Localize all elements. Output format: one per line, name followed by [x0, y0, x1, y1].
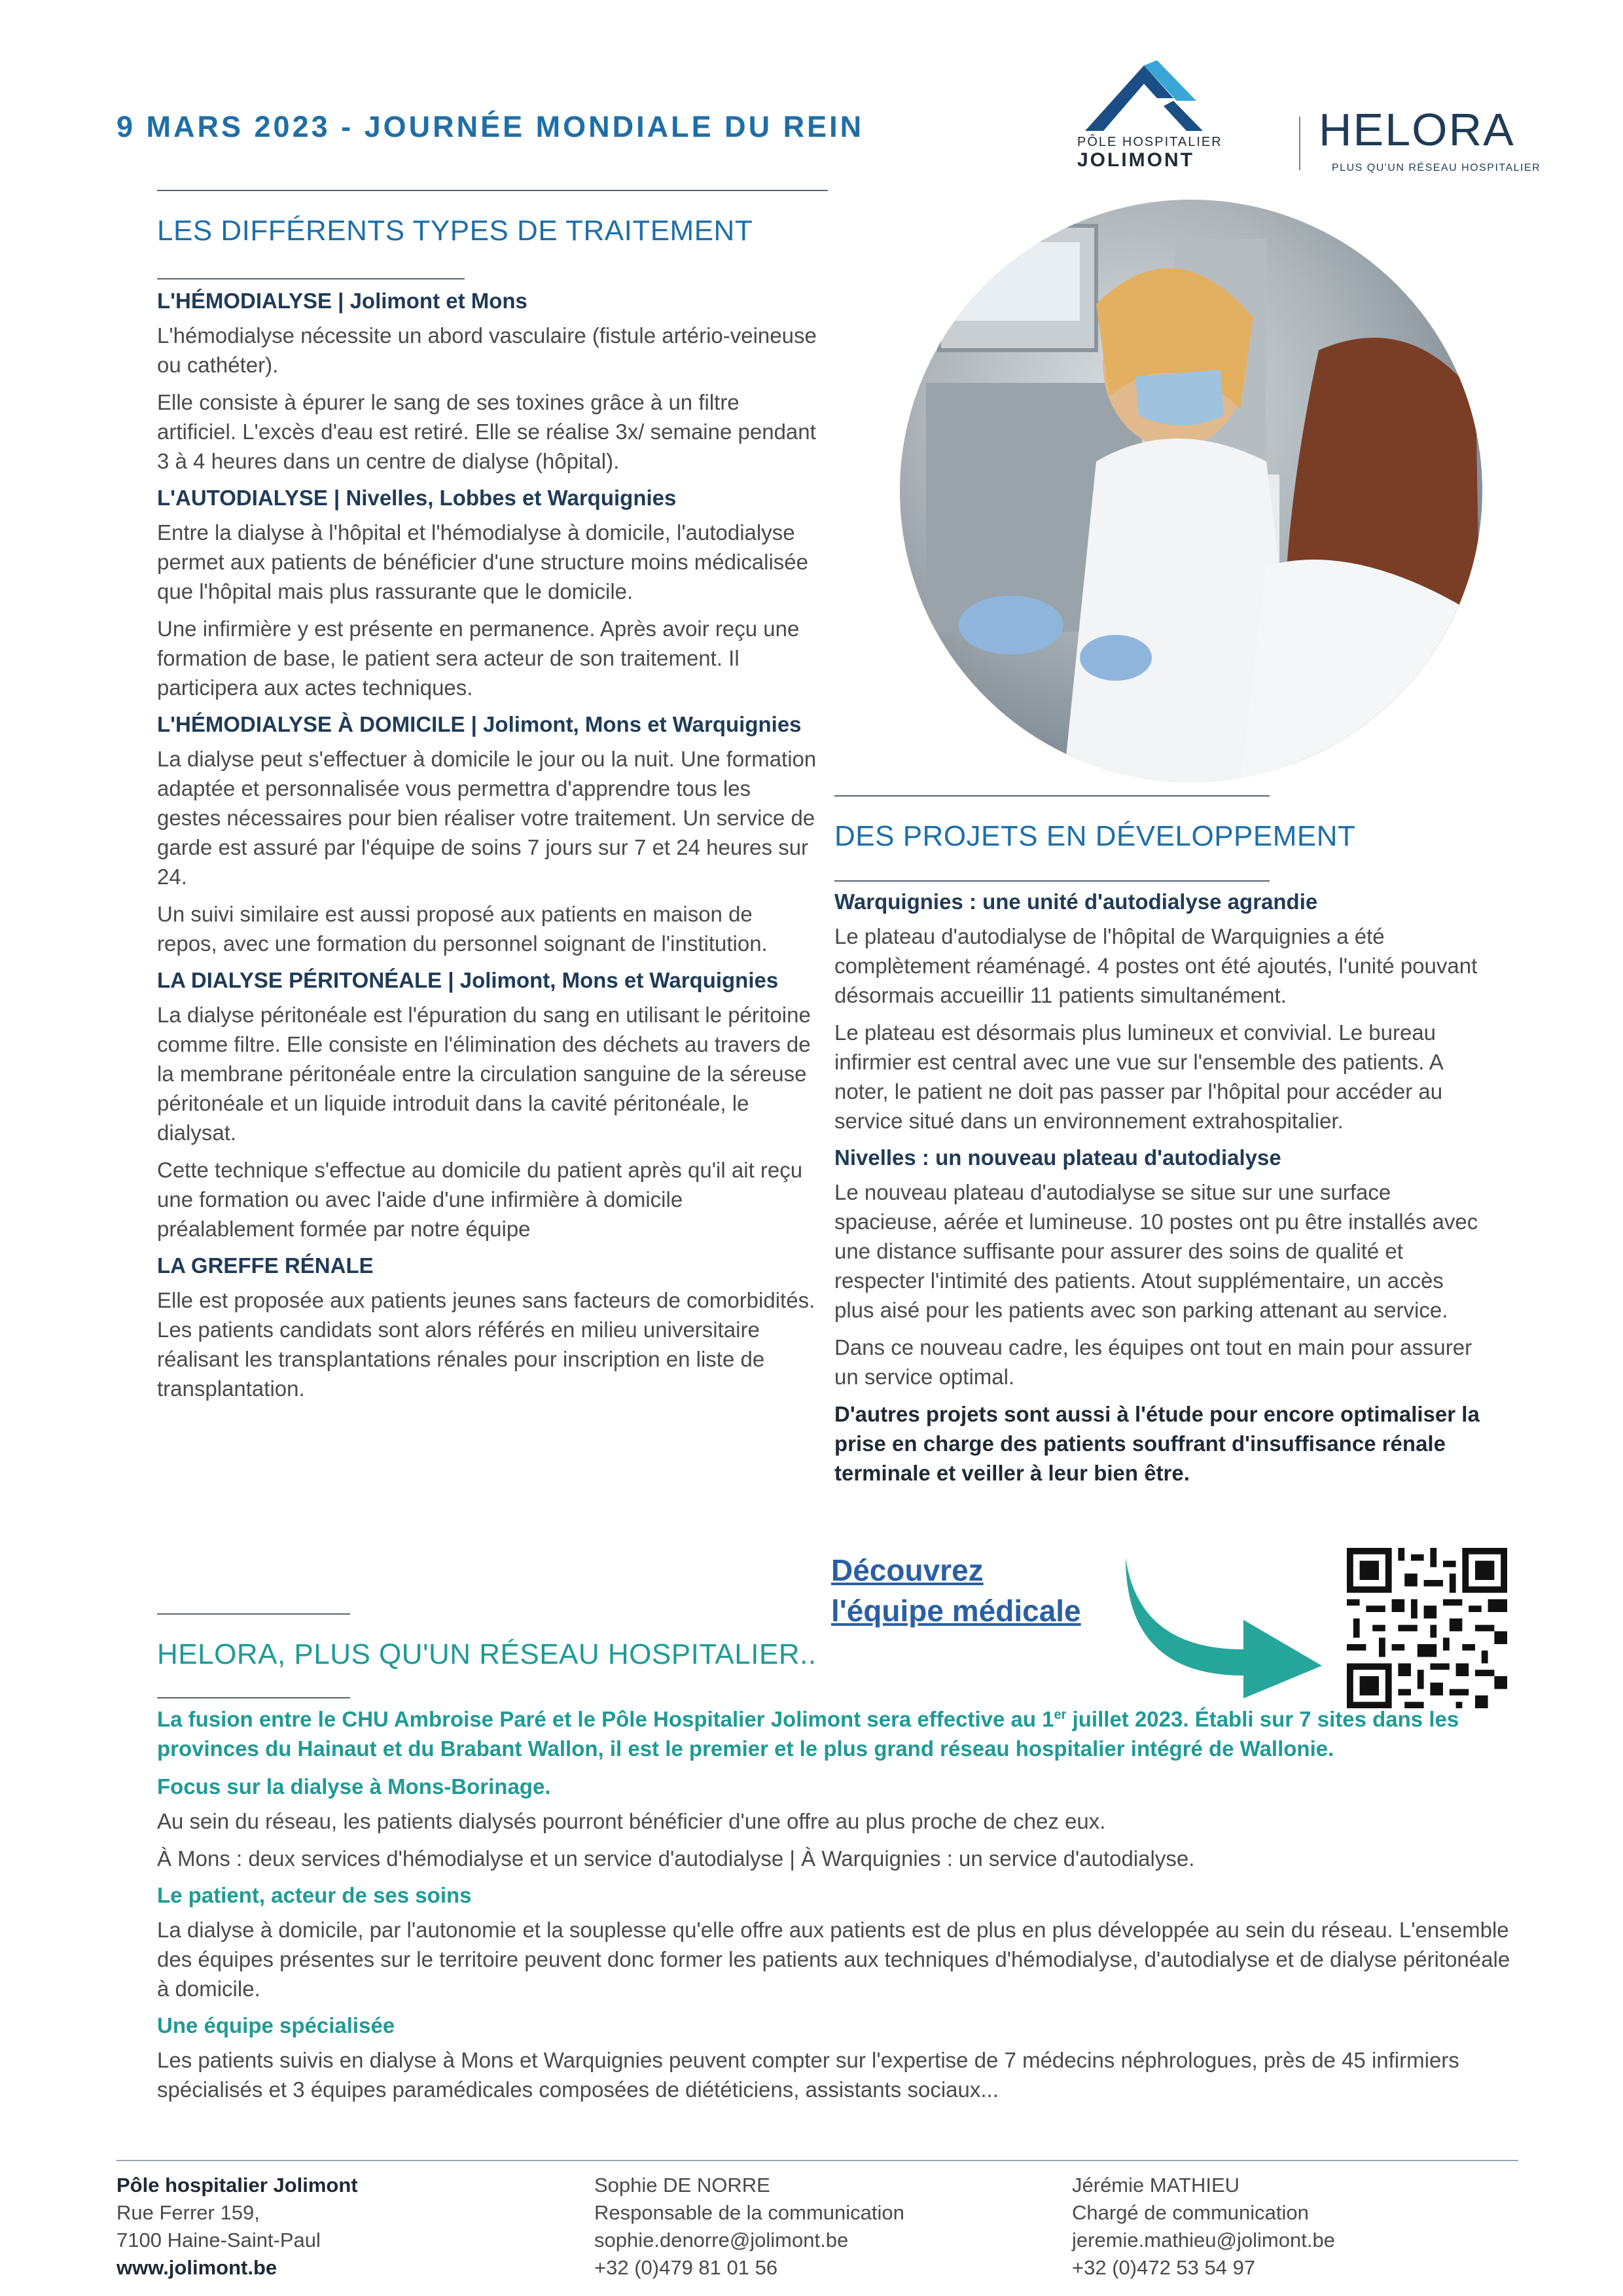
- helora-logo: [1319, 104, 1541, 177]
- footer-col-contact-1: [594, 2172, 904, 2282]
- footer-contact2-phone: +32 (0)472 53 54 97: [1072, 2256, 1256, 2279]
- treatment-column: [157, 287, 818, 1411]
- projects-section-title: DES PROJETS EN DÉVELOPPEMENT: [834, 820, 1356, 852]
- peritoneal-dialysis-heading: LA DIALYSE PÉRITONÉALE | Jolimont, Mons et Warquignies: [157, 968, 779, 992]
- footer-col-organization: [116, 2172, 358, 2282]
- nivelles-heading: Nivelles : un nouveau plateau d'autodialyse: [834, 1145, 1281, 1170]
- autodialysis-text-2: Une infirmière y est présente en permanence. Après avoir reçu une formation de base, le patient sera acteur de son traitement. Il participera aux actes techniques.: [157, 617, 800, 700]
- helora-lead: [157, 1700, 1518, 1763]
- helora-lead-sup: er: [1054, 1708, 1067, 1722]
- helora-title-rule: [157, 1697, 350, 1698]
- peritoneal-dialysis-text-2: Cette technique s'effectue au domicile du patient après qu'il ait reçu une formation ou avec l'aide d'une infirmière à domicile préalablement formée par notre équipe: [157, 1158, 803, 1241]
- patient-actor-heading: Le patient, acteur de ses soins: [157, 1883, 472, 1907]
- photo-illustration: [900, 200, 1482, 782]
- footer-org-street: Rue Ferrer 159,: [116, 2201, 260, 2224]
- jolimont-logo-line1: PÔLE HOSPITALIER: [1077, 135, 1222, 149]
- hemodialysis-text-1: L'hémodialyse nécessite un abord vasculaire (fistule artério-veineuse ou cathéter).: [157, 323, 817, 377]
- footer-org-website-link[interactable]: www.jolimont.be: [116, 2256, 277, 2279]
- helora-lead-b: juillet 2023. Établi sur 7 sites dans les provinces du Hainaut et du Brabant Wallon, il est le premier et le plus grand réseau hospitalier intégré de Wallonie.: [157, 1707, 1459, 1761]
- jolimont-logo-line2: JOLIMONT: [1077, 149, 1194, 171]
- nurse-dialysis-photo: [900, 200, 1482, 782]
- footer-rule: [116, 2160, 1518, 2161]
- warquignies-text-2: Le plateau est désormais plus lumineux et convivial. Le bureau infirmier est central avec une vue sur l'ensemble des patients. A noter, le patient ne doit pas passer par l'hôpital pour accéder au service situé dans un environnement extrahospitalier.: [834, 1020, 1443, 1133]
- nivelles-text-1: Le nouveau plateau d'autodialyse se situe sur une surface spacieuse, aérée et lumineuse. 10 postes ont pu être installés avec une distance suffisante pour assurer des soins de qualité et respecter l'intimité des patients. Atout supplémentaire, un accès plus aisé pour les patients avec son parking attenant au service.: [834, 1180, 1478, 1322]
- focus-mons-text-1: Au sein du réseau, les patients dialysés pourront bénéficier d'une offre au plus proche de chez eux.: [157, 1809, 1106, 1833]
- warquignies-text-1: Le plateau d'autodialyse de l'hôpital de Warquignies a été complètement réaménagé. 4 postes ont été ajoutés, l'unité pouvant désormais accueillir 11 patients simultanément.: [834, 924, 1478, 1007]
- logo-divider: [1299, 117, 1300, 170]
- warquignies-heading: Warquignies : une unité d'autodialyse agrandie: [834, 889, 1318, 914]
- jolimont-logo: [1065, 59, 1281, 177]
- helora-logo-tagline: PLUS QU'UN RÉSEAU HOSPITALIER: [1332, 162, 1541, 173]
- qr-code-icon[interactable]: [1347, 1548, 1507, 1708]
- page-date-title: 9 MARS 2023 - JOURNÉE MONDIALE DU REIN: [116, 110, 865, 143]
- helora-section: [157, 1700, 1518, 2112]
- home-hemodialysis-text-2: Un suivi similaire est aussi proposé aux patients en maison de repos, avec une formation du personnel soignant de l'institution.: [157, 902, 768, 956]
- projects-top-rule: [834, 795, 1270, 797]
- hemodialysis-text-2: Elle consiste à épurer le sang de ses toxines grâce à un filtre artificiel. L'excès d'eau est retiré. Elle se réalise 3x/ semaine pendant 3 à 4 heures dans un centre de dialyse (hôpital).: [157, 390, 816, 473]
- jolimont-logo-icon: [1065, 59, 1281, 134]
- footer-col-contact-2: [1072, 2172, 1335, 2282]
- discover-team-link[interactable]: [831, 1550, 1081, 1631]
- helora-top-rule: [157, 1613, 350, 1615]
- footer-contact2-email-link[interactable]: jeremie.mathieu@jolimont.be: [1072, 2229, 1335, 2251]
- autodialysis-heading: L'AUTODIALYSE | Nivelles, Lobbes et Warquignies: [157, 486, 677, 510]
- footer-contact2-role: Chargé de communication: [1072, 2201, 1309, 2224]
- footer-contact1-email-link[interactable]: sophie.denorre@jolimont.be: [594, 2229, 849, 2251]
- patient-actor-text: La dialyse à domicile, par l'autonomie et la souplesse qu'elle offre aux patients est de plus en plus développée au sein du réseau. L'ensemble des équipes présentes sur le territoire peuvent donc former les patients aux techniques d'hémodialyse, d'autodialyse et de dialyse péritonéale à domicile.: [157, 1918, 1510, 2001]
- footer-org-city: 7100 Haine-Saint-Paul: [116, 2229, 321, 2251]
- top-rule: [157, 190, 828, 191]
- footer-contact1-role: Responsable de la communication: [594, 2201, 904, 2224]
- treatment-section-title: LES DIFFÉRENTS TYPES DE TRAITEMENT: [157, 215, 753, 247]
- footer-contact1-name: Sophie DE NORRE: [594, 2174, 770, 2197]
- footer-contact2-name: Jérémie MATHIEU: [1072, 2174, 1240, 2197]
- autodialysis-text-1: Entre la dialyse à l'hôpital et l'hémodialyse à domicile, l'autodialyse permet aux patients de bénéficier d'une structure moins médicalisée que l'hôpital mais plus rassurante que le domicile.: [157, 520, 808, 603]
- focus-mons-heading: Focus sur la dialyse à Mons-Borinage.: [157, 1774, 551, 1799]
- nivelles-text-2: Dans ce nouveau cadre, les équipes ont tout en main pour assurer un service optimal.: [834, 1335, 1472, 1389]
- hemodialysis-heading: L'HÉMODIALYSE | Jolimont et Mons: [157, 289, 527, 313]
- helora-logo-name: HELORA: [1319, 104, 1515, 155]
- footer-org-name: Pôle hospitalier Jolimont: [116, 2174, 358, 2197]
- home-hemodialysis-heading: L'HÉMODIALYSE À DOMICILE | Jolimont, Mons et Warquignies: [157, 712, 802, 736]
- helora-lead-a: La fusion entre le CHU Ambroise Paré et le Pôle Hospitalier Jolimont sera effective au 1: [157, 1707, 1054, 1731]
- footer-contact1-phone: +32 (0)479 81 01 56: [594, 2256, 778, 2279]
- projects-column: [834, 888, 1489, 1496]
- home-hemodialysis-text-1: La dialyse peut s'effectuer à domicile le jour ou la nuit. Une formation adaptée et personnalisée vous permettra d'apprendre tous les gestes nécessaires pour bien réaliser votre traitement. Un service de garde est assuré par l'équipe de soins 7 jours sur 7 et 24 heures sur 24.: [157, 747, 817, 889]
- arrow-right-icon: [1113, 1551, 1342, 1702]
- specialized-team-text: Les patients suivis en dialyse à Mons et Warquignies peuvent compter sur l'expertise de 7 médecins néphrologues, près de 45 infirmiers spécialisés et 3 équipes paramédicales composées de diététiciens, assistants sociaux...: [157, 2048, 1459, 2102]
- specialized-team-heading: Une équipe spécialisée: [157, 2013, 395, 2037]
- focus-mons-text-2: À Mons : deux services d'hémodialyse et un service d'autodialyse | À Warquignies : un service d'autodialyse.: [157, 1846, 1195, 1871]
- projects-title-rule: [834, 880, 1270, 882]
- discover-line-1: Découvrez: [831, 1553, 984, 1587]
- kidney-transplant-heading: LA GREFFE RÉNALE: [157, 1253, 374, 1278]
- other-projects-text: D'autres projets sont aussi à l'étude pour encore optimaliser la prise en charge des patients souffrant d'insuffisance rénale terminale et veiller à leur bien être.: [834, 1402, 1480, 1485]
- helora-section-title: HELORA, PLUS QU'UN RÉSEAU HOSPITALIER..: [157, 1638, 817, 1670]
- peritoneal-dialysis-text-1: La dialyse péritonéale est l'épuration du sang en utilisant le péritoine comme filtre. Elle consiste en l'élimination des déchets au travers de la membrane péritonéale entre la circulation sanguine de la séreuse péritonéale et un liquide introduit dans la cavité péritonéale, le dialysat.: [157, 1003, 811, 1145]
- kidney-transplant-text: Elle est proposée aux patients jeunes sans facteurs de comorbidités. Les patients candidats sont alors référés en milieu universitaire réalisant les transplantations rénales pour inscription en liste de transplantation.: [157, 1288, 815, 1401]
- discover-line-2: l'équipe médicale: [831, 1594, 1081, 1628]
- treatment-title-rule: [157, 278, 465, 279]
